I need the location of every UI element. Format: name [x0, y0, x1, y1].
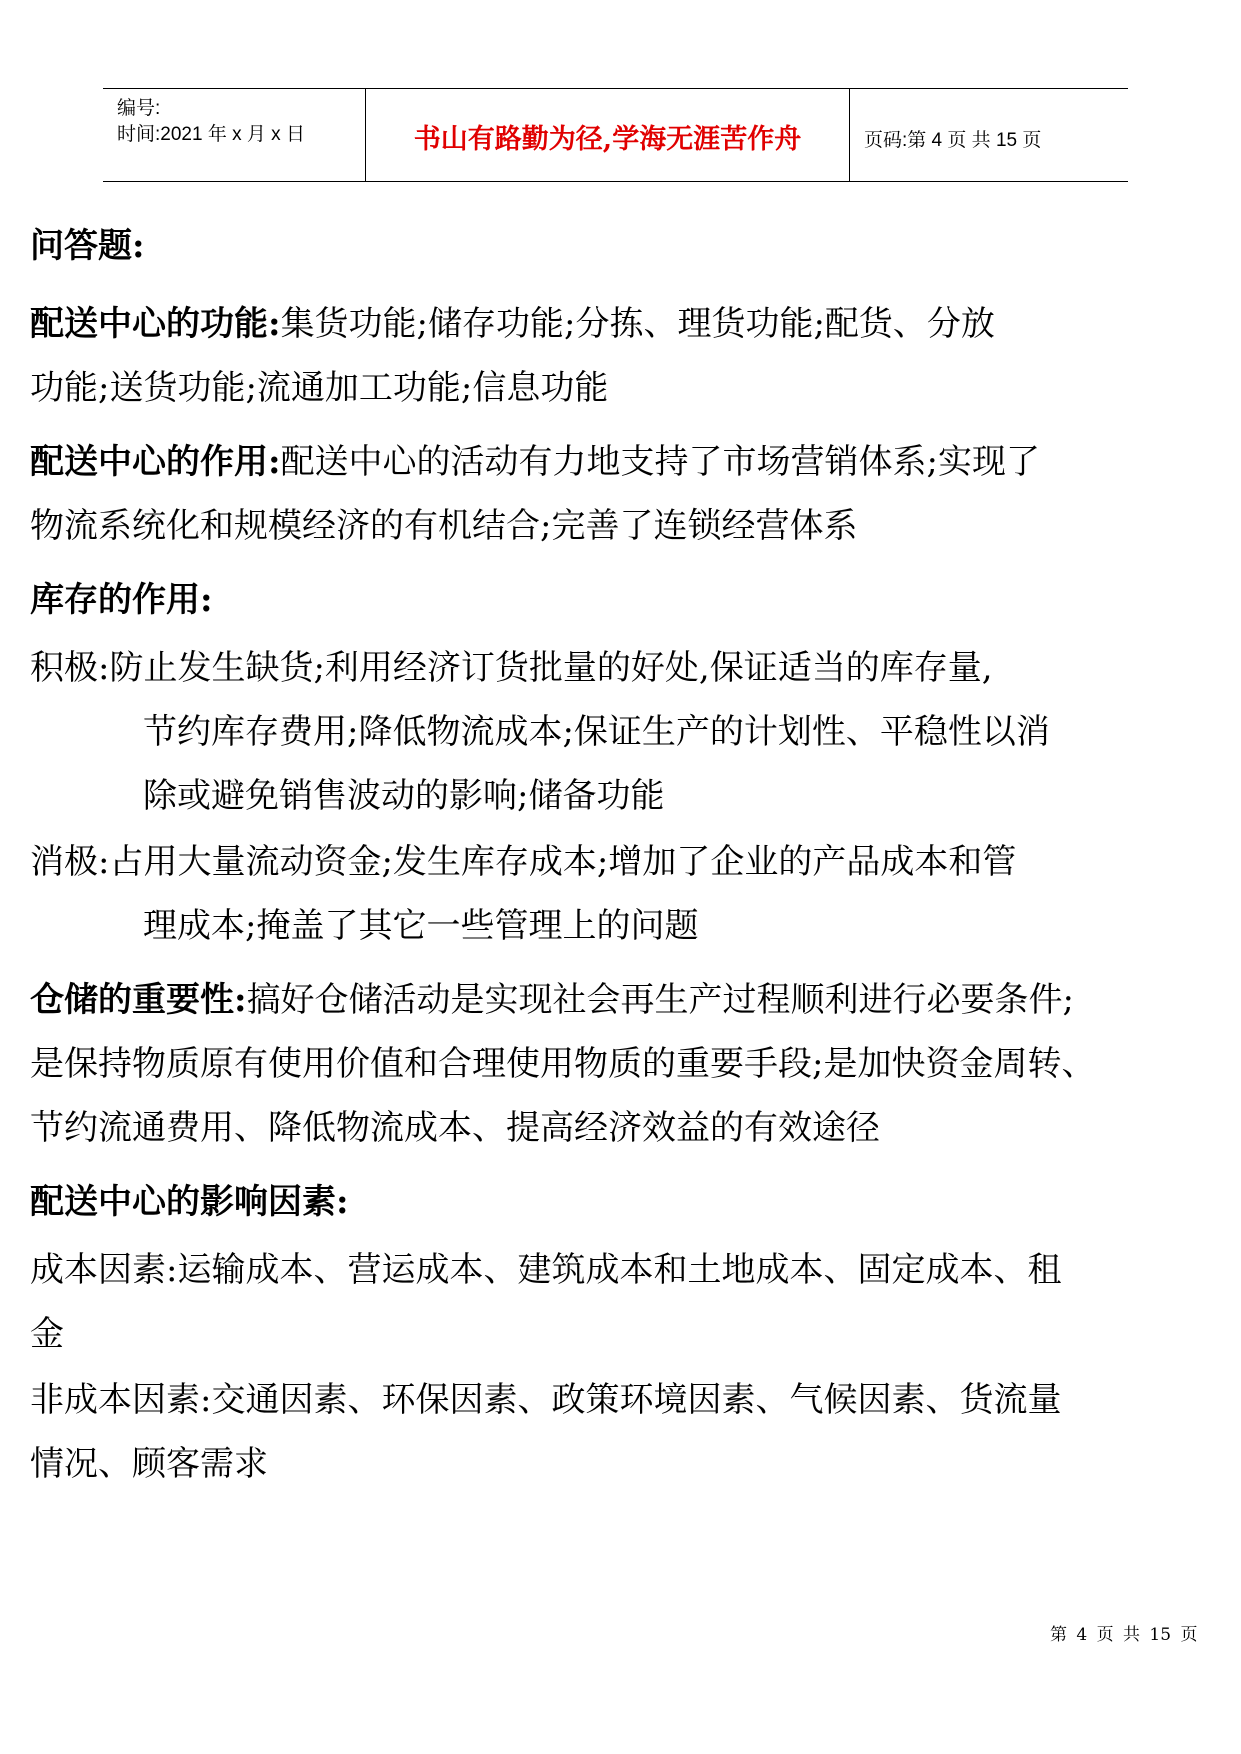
role-paragraph-line1 [30, 434, 1040, 483]
negative-text-1: 消极:占用大量流动资金;发生库存成本;增加了企业的产品成本和管 [30, 842, 1017, 882]
cost-factors-text-2: 金 [30, 1314, 64, 1354]
functions-paragraph-line1 [30, 296, 995, 345]
header-page-cell [850, 89, 1128, 181]
page-footer: 第 4 页 共 15 页 [1050, 1625, 1198, 1645]
header-page-code: 页码:第 4 页 共 15 页 [864, 130, 1042, 151]
header-motto: 书山有路勤为径,学海无涯苦作舟 [413, 124, 802, 155]
role-text-1: 配送中心的活动有力地支持了市场营销体系;实现了 [280, 442, 1041, 482]
factors-section-title: 配送中心的影响因素: [30, 1182, 349, 1222]
header-motto-cell [365, 89, 850, 181]
cost-factors-text-1: 成本因素:运输成本、营运成本、建筑成本和土地成本、固定成本、租 [30, 1250, 1062, 1290]
storage-paragraph-line1 [30, 972, 1074, 1021]
storage-text-1: 搞好仓储活动是实现社会再生产过程顺利进行必要条件; [246, 980, 1075, 1020]
functions-label: 配送中心的功能: [30, 304, 281, 344]
storage-text-3: 节约流通费用、降低物流成本、提高经济效益的有效途径 [30, 1108, 880, 1148]
noncost-factors-text-2: 情况、顾客需求 [30, 1444, 268, 1484]
qa-section-title: 问答题: [30, 226, 145, 266]
role-text-2: 物流系统化和规模经济的有机结合;完善了连锁经营体系 [30, 506, 858, 546]
positive-text-3: 除或避免销售波动的影响;储备功能 [143, 776, 665, 816]
document-header [103, 88, 1128, 182]
storage-text-2: 是保持物质原有使用价值和合理使用物质的重要手段;是加快资金周转、 [30, 1044, 1096, 1084]
noncost-factors-text-1: 非成本因素:交通因素、环保因素、政策环境因素、气候因素、货流量 [30, 1380, 1062, 1420]
positive-text-1: 积极:防止发生缺货;利用经济订货批量的好处,保证适当的库存量, [30, 648, 993, 688]
role-label: 配送中心的作用: [30, 442, 281, 482]
header-info-cell [103, 89, 363, 181]
document-time-label: 时间:2021 年 x 月 x 日 [117, 124, 305, 145]
inventory-section-title: 库存的作用: [30, 580, 213, 620]
functions-text-1: 集货功能;储存功能;分拣、理货功能;配货、分放 [280, 304, 995, 344]
negative-text-2: 理成本;掩盖了其它一些管理上的问题 [143, 906, 699, 946]
storage-label: 仓储的重要性: [30, 980, 247, 1020]
functions-text-2: 功能;送货功能;流通加工功能;信息功能 [30, 368, 609, 408]
positive-text-2: 节约库存费用;降低物流成本;保证生产的计划性、平稳性以消 [143, 712, 1050, 752]
document-number-label: 编号: [117, 98, 161, 119]
